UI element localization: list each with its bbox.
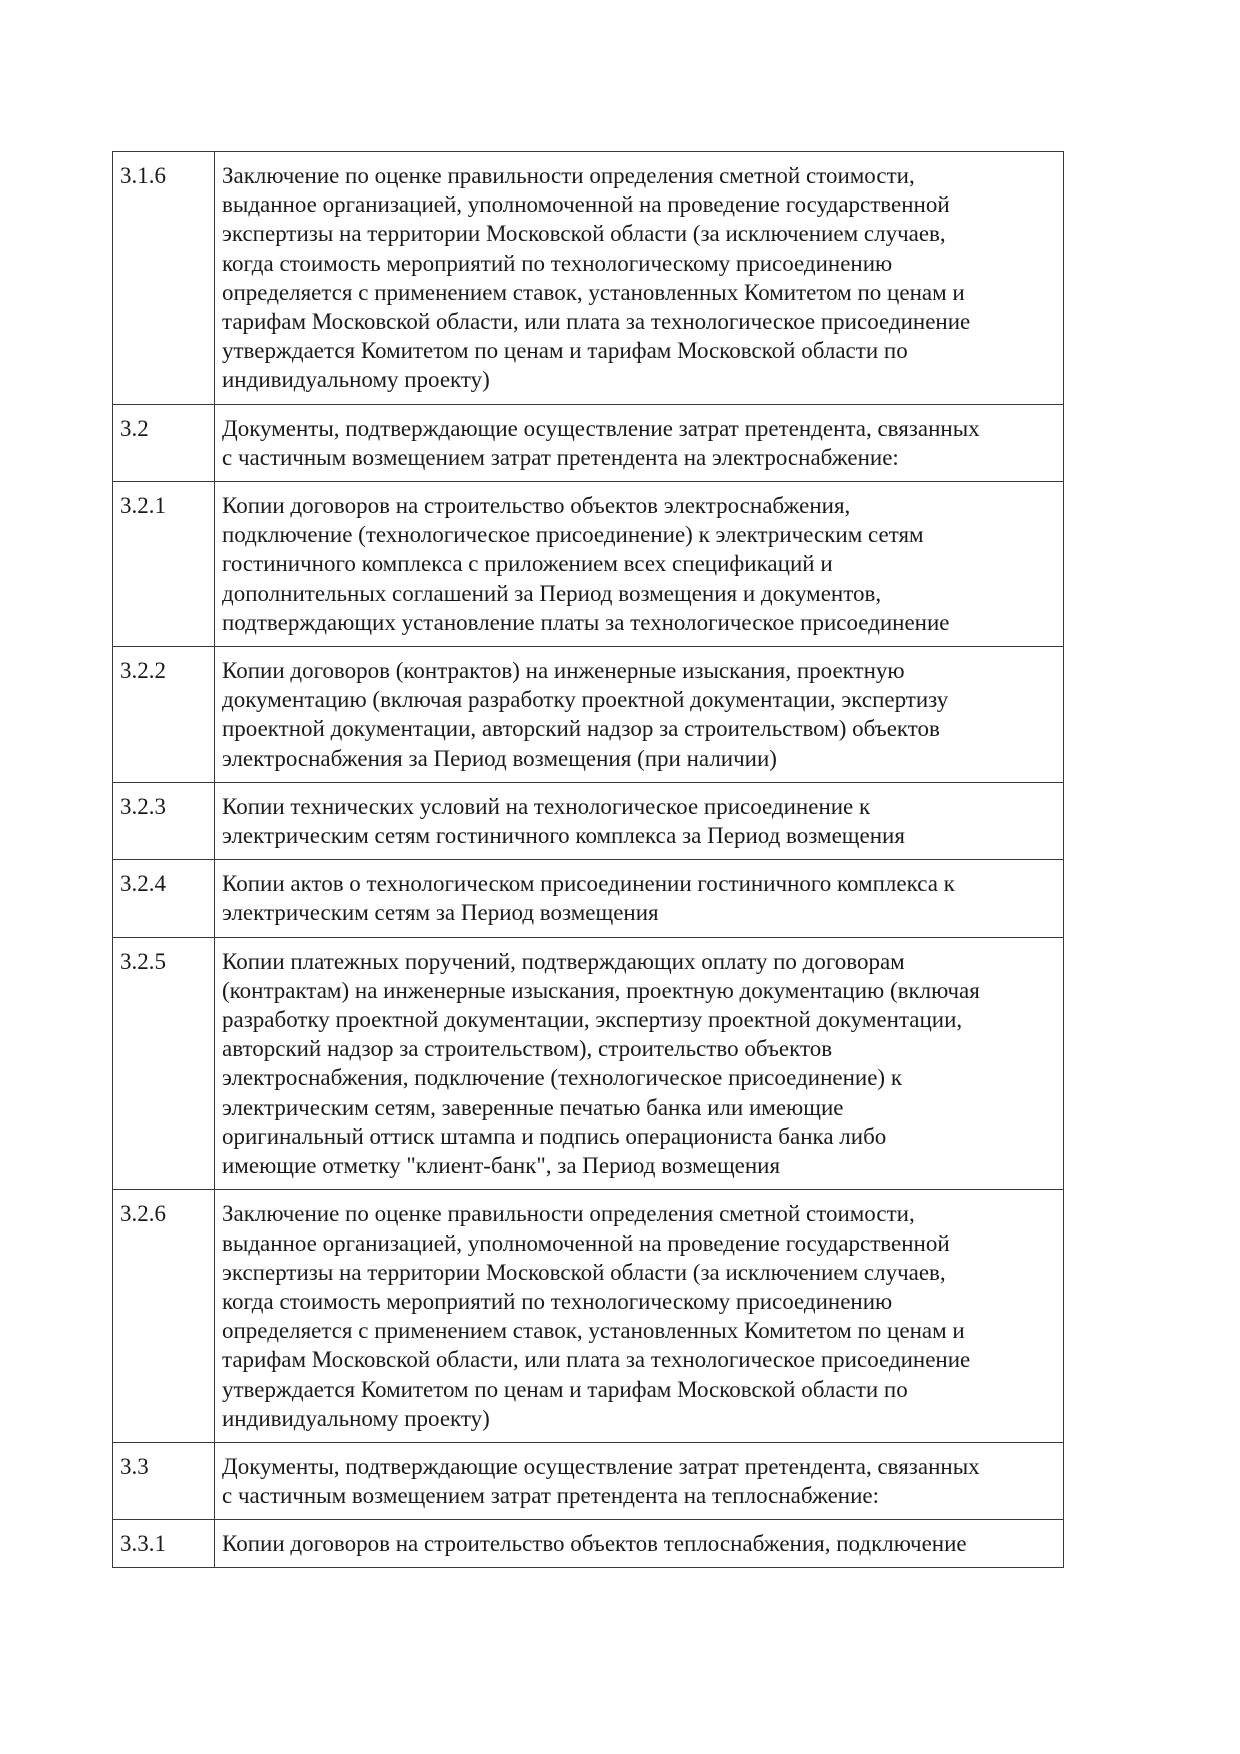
description-line: тарифам Московской области, или плата за технологическое присоединение bbox=[222, 1347, 971, 1373]
description-line: дополнительных соглашений за Период возмещения и документов, bbox=[222, 580, 882, 606]
description-line: гостиничного комплекса с приложением всех спецификаций и bbox=[222, 551, 833, 577]
description-line: Копии договоров на строительство объектов электроснабжения, bbox=[222, 493, 851, 519]
description-line: когда стоимость мероприятий по технологическому присоединению bbox=[222, 1288, 893, 1314]
description-line: определяется с применением ставок, установленных Комитетом по ценам и bbox=[222, 279, 965, 305]
table-row bbox=[113, 937, 1064, 1190]
description-line: электрическим сетям гостиничного комплекса за Период возмещения bbox=[222, 823, 905, 849]
table-row bbox=[113, 1442, 1064, 1519]
item-description bbox=[215, 1520, 1064, 1567]
description-line: Заключение по оценке правильности определения сметной стоимости, bbox=[222, 1201, 915, 1227]
description-line: разработку проектной документации, экспертизу проектной документации, bbox=[222, 1007, 963, 1033]
item-description bbox=[215, 647, 1064, 783]
description-line: экспертизы на территории Московской области (за исключением случаев, bbox=[222, 221, 946, 247]
description-line: (контрактам) на инженерные изыскания, проектную документацию (включая bbox=[222, 977, 980, 1003]
description-line: электроснабжения за Период возмещения (при наличии) bbox=[222, 745, 777, 771]
description-line: Заключение по оценке правильности определения сметной стоимости, bbox=[222, 163, 915, 188]
item-description bbox=[215, 1190, 1064, 1443]
item-description bbox=[215, 404, 1064, 481]
description-line: утверждается Комитетом по ценам и тарифам Московской области по bbox=[222, 338, 908, 364]
description-line: Копии договоров на строительство объектов теплоснабжения, подключение bbox=[222, 1531, 967, 1557]
description-line: имеющие отметку "клиент-банк", за Период возмещения bbox=[222, 1153, 781, 1179]
item-number: 3.2 bbox=[113, 404, 215, 481]
description-line: тарифам Московской области, или плата за технологическое присоединение bbox=[222, 309, 971, 335]
description-line: индивидуальному проекту) bbox=[222, 1405, 490, 1431]
description-line: подключение (технологическое присоединение) к электрическим сетям bbox=[222, 522, 924, 548]
description-line: электрическим сетям, заверенные печатью банка или имеющие bbox=[222, 1094, 844, 1120]
table-row bbox=[113, 404, 1064, 481]
description-line: Копии актов о технологическом присоединении гостиничного комплекса к bbox=[222, 871, 955, 897]
item-description bbox=[215, 782, 1064, 859]
description-line: индивидуальному проекту) bbox=[222, 367, 490, 393]
description-line: документацию (включая разработку проектной документации, экспертизу bbox=[222, 687, 949, 713]
description-line: когда стоимость мероприятий по технологическому присоединению bbox=[222, 250, 893, 276]
description-line: оригинальный оттиск штампа и подпись операциониста банка либо bbox=[222, 1123, 887, 1149]
description-line: Копии технических условий на технологическое присоединение к bbox=[222, 793, 871, 819]
item-number: 3.2.6 bbox=[113, 1190, 215, 1443]
description-line: проектной документации, авторский надзор за строительством) объектов bbox=[222, 716, 940, 742]
description-line: выданное организацией, уполномоченной на проведение государственной bbox=[222, 1230, 950, 1256]
table-row bbox=[113, 647, 1064, 783]
description-line: с частичным возмещением затрат претендента на теплоснабжение: bbox=[222, 1483, 880, 1509]
table-row bbox=[113, 1520, 1064, 1567]
item-description bbox=[215, 482, 1064, 647]
item-description bbox=[215, 1442, 1064, 1519]
description-line: Документы, подтверждающие осуществление затрат претендента, связанных bbox=[222, 1453, 980, 1479]
description-line: экспертизы на территории Московской области (за исключением случаев, bbox=[222, 1259, 946, 1285]
description-line: Копии платежных поручений, подтверждающих оплату по договорам bbox=[222, 948, 905, 974]
item-description bbox=[215, 937, 1064, 1190]
table-row bbox=[113, 1190, 1064, 1443]
table-row bbox=[113, 860, 1064, 937]
description-line: определяется с применением ставок, установленных Комитетом по ценам и bbox=[222, 1318, 965, 1344]
description-line: Копии договоров (контрактов) на инженерные изыскания, проектную bbox=[222, 658, 905, 684]
table-body bbox=[113, 152, 1064, 1568]
description-line: с частичным возмещением затрат претендента на электроснабжение: bbox=[222, 444, 899, 470]
item-number: 3.3.1 bbox=[113, 1520, 215, 1567]
item-number: 3.2.5 bbox=[113, 937, 215, 1190]
description-line: утверждается Комитетом по ценам и тарифам Московской области по bbox=[222, 1376, 908, 1402]
item-number: 3.1.6 bbox=[113, 152, 215, 405]
table-row bbox=[113, 152, 1064, 405]
item-number: 3.2.1 bbox=[113, 482, 215, 647]
item-number: 3.3 bbox=[113, 1442, 215, 1519]
item-number: 3.2.3 bbox=[113, 782, 215, 859]
description-line: выданное организацией, уполномоченной на проведение государственной bbox=[222, 192, 950, 218]
table-row bbox=[113, 782, 1064, 859]
description-line: подтверждающих установление платы за технологическое присоединение bbox=[222, 609, 950, 635]
description-line: электрическим сетям за Период возмещения bbox=[222, 900, 659, 926]
document-table bbox=[112, 151, 1064, 1568]
description-line: авторский надзор за строительством), строительство объектов bbox=[222, 1036, 833, 1062]
item-description bbox=[215, 860, 1064, 937]
table-row bbox=[113, 482, 1064, 647]
item-number: 3.2.4 bbox=[113, 860, 215, 937]
item-description bbox=[215, 152, 1064, 405]
description-line: электроснабжения, подключение (технологическое присоединение) к bbox=[222, 1065, 903, 1091]
item-number: 3.2.2 bbox=[113, 647, 215, 783]
description-line: Документы, подтверждающие осуществление затрат претендента, связанных bbox=[222, 415, 980, 441]
